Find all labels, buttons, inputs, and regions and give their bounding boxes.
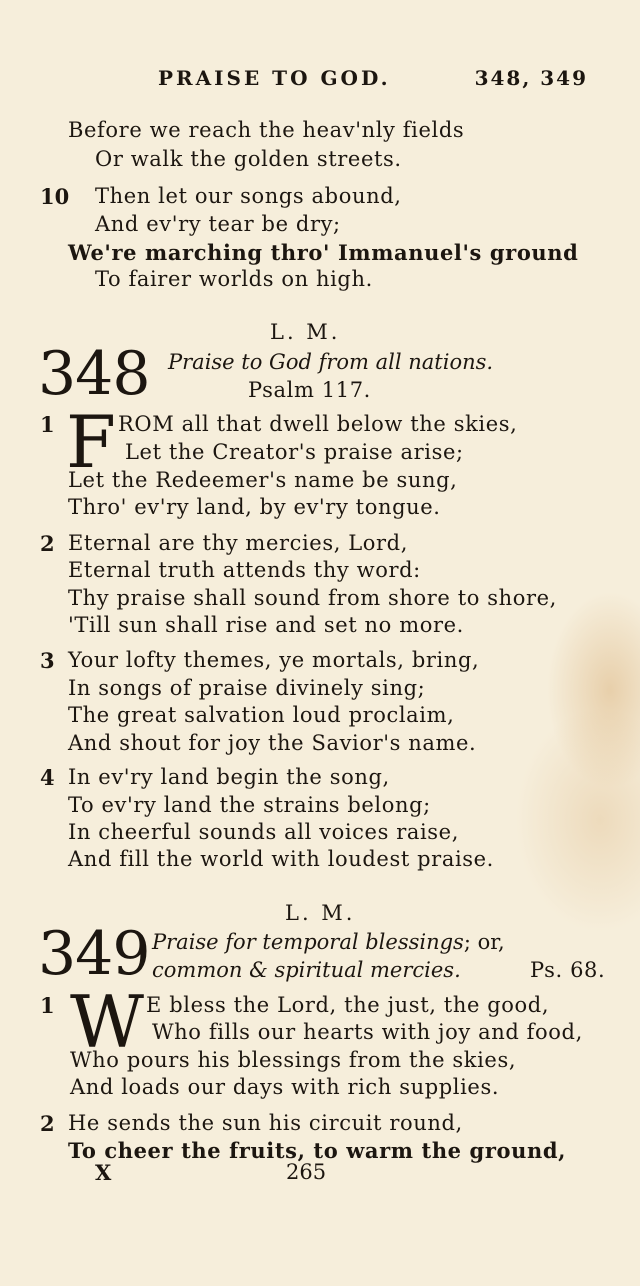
hymn-title-main: Praise for temporal blessings xyxy=(152,930,464,954)
verse-line: E bless the Lord, the just, the good, xyxy=(146,993,550,1017)
verse-line: To ev'ry land the strains belong; xyxy=(68,793,431,817)
verse-line: Or walk the golden streets. xyxy=(95,147,402,171)
running-title: PRAISE TO GOD. xyxy=(158,66,391,90)
drop-cap: F xyxy=(66,400,116,484)
verse-line: We're marching thro' Immanuel's ground xyxy=(68,240,579,265)
meter-label: L. M. xyxy=(285,901,356,925)
hymn-title-line2: common & spiritual mercies. xyxy=(152,958,461,982)
running-header xyxy=(158,66,588,90)
stanza-number: 4 xyxy=(40,765,55,790)
stanza-number: 3 xyxy=(40,648,55,673)
verse-line: He sends the sun his circuit round, xyxy=(68,1111,463,1135)
header-hymn-numbers: 348, 349 xyxy=(474,66,588,90)
verse-line: In cheerful sounds all voices raise, xyxy=(68,820,459,844)
stanza-number: 10 xyxy=(40,184,70,209)
hymn-number: 349 xyxy=(38,919,150,989)
stanza-number: 2 xyxy=(40,531,55,556)
verse-line: In songs of praise divinely sing; xyxy=(68,676,426,700)
verse-line: Then let our songs abound, xyxy=(95,184,402,208)
verse-line: Let the Creator's praise arise; xyxy=(125,440,464,464)
verse-line: And shout for joy the Savior's name. xyxy=(68,731,477,755)
stanza-number: 2 xyxy=(40,1111,55,1136)
verse-line: Who pours his blessings from the skies, xyxy=(70,1048,517,1072)
verse-line: To fairer worlds on high. xyxy=(95,267,373,291)
verse-line: Thro' ev'ry land, by ev'ry tongue. xyxy=(68,495,441,519)
verse-line: Eternal truth attends thy word: xyxy=(68,558,421,582)
verse-line: In ev'ry land begin the song, xyxy=(68,765,390,789)
psalm-reference: Psalm 117. xyxy=(248,378,371,402)
verse-line: To cheer the fruits, to warm the ground, xyxy=(68,1138,567,1163)
page-number: 265 xyxy=(286,1160,327,1184)
stanza-number: 1 xyxy=(40,412,55,437)
verse-line: 'Till sun shall rise and set no more. xyxy=(68,613,464,637)
hymn-title: Praise to God from all nations. xyxy=(168,350,494,374)
verse-line: The great salvation loud proclaim, xyxy=(68,703,455,727)
hymn-number: 348 xyxy=(38,339,150,409)
stanza-number: 1 xyxy=(40,993,55,1018)
verse-line: Thy praise shall sound from shore to shore, xyxy=(68,586,557,610)
verse-line: Let the Redeemer's name be sung, xyxy=(68,468,458,492)
verse-line: Eternal are thy mercies, Lord, xyxy=(68,531,408,555)
drop-cap: W xyxy=(70,980,145,1064)
verse-line: And fill the world with loudest praise. xyxy=(68,847,494,871)
signature-mark: X xyxy=(95,1160,112,1185)
hymn-title-line1 xyxy=(152,930,505,954)
verse-line: And ev'ry tear be dry; xyxy=(95,212,341,236)
verse-line: And loads our days with rich supplies. xyxy=(70,1075,500,1099)
verse-line: Before we reach the heav'nly fields xyxy=(68,118,465,142)
hymn-title-suffix: ; or, xyxy=(463,930,505,954)
psalm-reference: Ps. 68. xyxy=(530,958,606,982)
meter-label: L. M. xyxy=(270,320,341,344)
verse-line: Who fills our hearts with joy and food, xyxy=(152,1020,583,1044)
verse-line: Your lofty themes, ye mortals, bring, xyxy=(68,648,480,672)
verse-line: ROM all that dwell below the skies, xyxy=(118,412,518,436)
